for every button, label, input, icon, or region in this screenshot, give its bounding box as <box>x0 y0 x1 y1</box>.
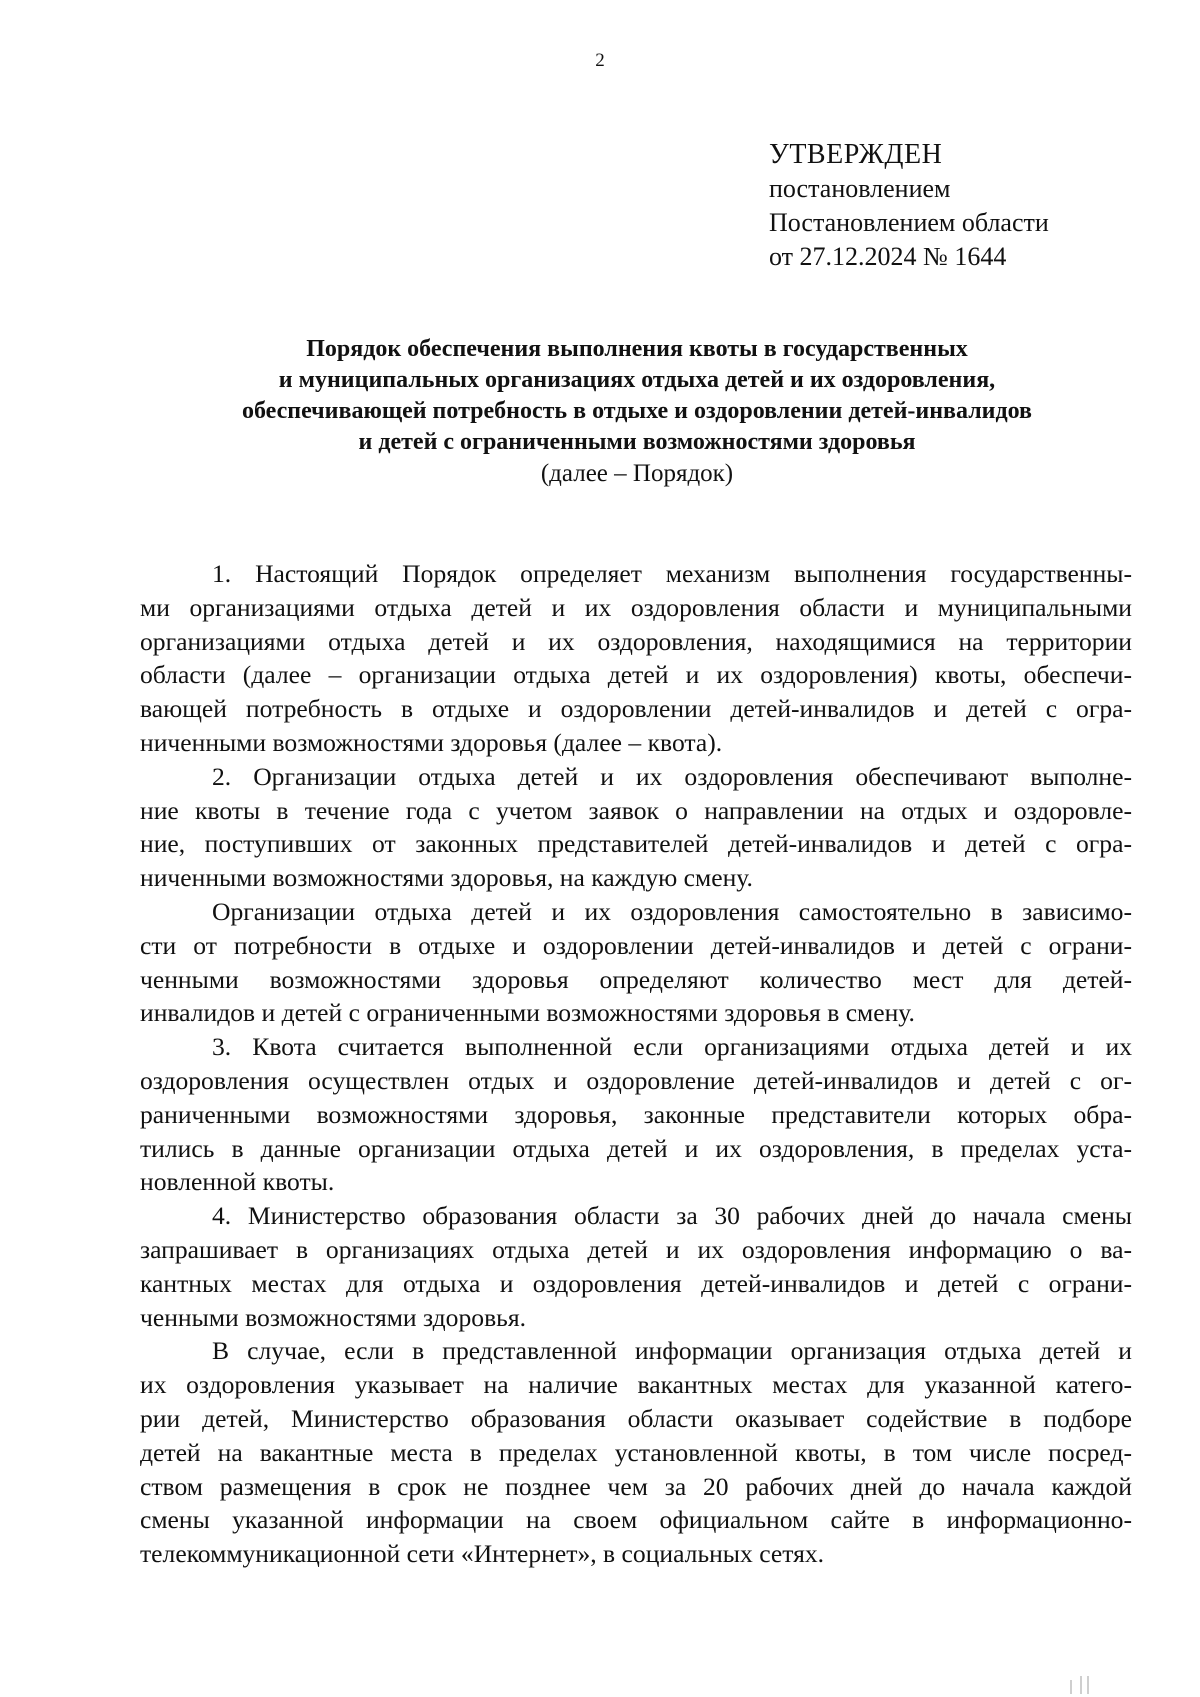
scan-artifact <box>1070 1680 1072 1694</box>
heading-line: и муниципальных организациях отдыха детей и их оздоровления, <box>278 367 996 393</box>
paragraph-line: 4. Министерство образования области за 30 рабочих дней до начала смены <box>212 1201 1132 1231</box>
paragraph-line: рии детей, Министерство образования области оказывает содействие в подборе <box>140 1403 1132 1433</box>
paragraph-line: ченными возможностями здоровья определяют количество мест для детей- <box>140 964 1132 994</box>
paragraph-line: ние квоты в течение года с учетом заявок о направлении на отдых и оздоровле- <box>140 795 1132 825</box>
paragraph-line: В случае, если в представленной информации организация отдыха детей и <box>212 1336 1132 1366</box>
paragraph-line: 2. Организации отдыха детей и их оздоровления обеспечивают выполне- <box>212 761 1132 791</box>
paragraph <box>140 1334 1132 1571</box>
paragraph-line: их оздоровления указывает на наличие вакантных местах для указанной катего- <box>140 1370 1132 1400</box>
paragraph-line: организациями отдыха детей и их оздоровления, находящимися на территории <box>140 626 1132 656</box>
paragraph-line: Организации отдыха детей и их оздоровления самостоятельно в зависимо- <box>212 896 1132 926</box>
paragraph-line: кантных местах для отдыха и оздоровления детей-инвалидов и детей с ограни- <box>140 1268 1132 1298</box>
approval-line-3: от 27.12.2024 № 1644 <box>769 242 1007 271</box>
paragraph-line: ми организациями отдыха детей и их оздоровления области и муниципальными <box>140 592 1132 622</box>
paragraph-line: области (далее – организации отдыха детей и их оздоровления) квоты, обеспечи- <box>140 660 1132 690</box>
paragraph-line: ством размещения в срок не позднее чем за 20 рабочих дней до начала каждой <box>140 1471 1132 1501</box>
page-number: 2 <box>595 50 605 71</box>
paragraph-line: инвалидов и детей с ограниченными возможностями здоровья в смену. <box>140 998 915 1028</box>
document-body <box>140 557 1132 1571</box>
approval-line-2: Постановлением области <box>769 208 1049 237</box>
heading-line: и детей с ограниченными возможностями здоровья <box>358 429 916 455</box>
paragraph-line: ние, поступивших от законных представителей детей-инвалидов и детей с огра- <box>140 829 1132 859</box>
paragraph <box>140 557 1132 760</box>
paragraph-line: новленной квоты. <box>140 1167 335 1197</box>
scan-artifact <box>1087 1676 1089 1694</box>
approval-line-1: постановлением <box>769 174 951 203</box>
paragraph-line: оздоровления осуществлен отдых и оздоровление детей-инвалидов и детей с ог- <box>140 1065 1132 1095</box>
paragraph-line: детей на вакантные места в пределах установленной квоты, в том числе посред- <box>140 1437 1132 1467</box>
paragraph-line: ченными возможностями здоровья. <box>140 1302 526 1332</box>
paragraph-line: тились в данные организации отдыха детей и их оздоровления, в пределах уста- <box>140 1133 1132 1163</box>
scan-artifact <box>1080 1676 1082 1694</box>
approval-title: УТВЕРЖДЕН <box>769 139 943 170</box>
heading-line: Порядок обеспечения выполнения квоты в государственных <box>306 336 968 362</box>
document-heading <box>0 334 1200 489</box>
paragraph-line: ниченными возможностями здоровья (далее – квота). <box>140 727 723 757</box>
paragraph-line: телекоммуникационной сети «Интернет», в социальных сетях. <box>140 1539 825 1569</box>
paragraph-line: 1. Настоящий Порядок определяет механизм выполнения государственны- <box>212 559 1132 588</box>
paragraph <box>140 1030 1132 1199</box>
paragraph-line: сти от потребности в отдыхе и оздоровлении детей-инвалидов и детей с ограни- <box>140 930 1132 960</box>
paragraph <box>140 895 1132 1030</box>
heading-note: (далее – Порядок) <box>540 460 734 487</box>
paragraph-line: смены указанной информации на своем официальном сайте в информационно- <box>140 1505 1132 1535</box>
paragraph-line: 3. Квота считается выполненной если организациями отдыха детей и их <box>212 1032 1132 1062</box>
paragraph <box>140 760 1132 895</box>
approval-block <box>769 138 1049 274</box>
paragraph-line: запрашивает в организациях отдыха детей и их оздоровления информацию о ва- <box>140 1234 1132 1264</box>
paragraph-line: раниченными возможностями здоровья, законные представители которых обра- <box>140 1099 1132 1129</box>
heading-line: обеспечивающей потребность в отдыхе и оздоровлении детей-инвалидов <box>241 398 1033 424</box>
paragraph <box>140 1199 1132 1334</box>
paragraph-line: вающей потребность в отдыхе и оздоровлении детей-инвалидов и детей с огра- <box>140 694 1132 724</box>
paragraph-line: ниченными возможностями здоровья, на каждую смену. <box>140 863 753 893</box>
